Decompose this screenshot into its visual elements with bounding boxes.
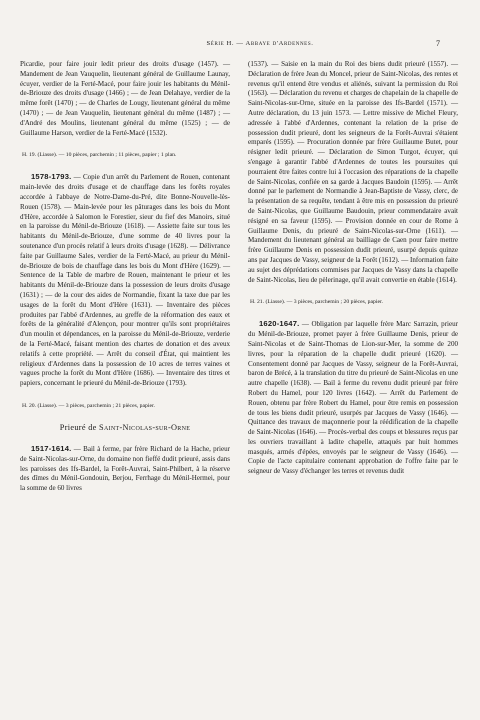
text-columns <box>20 60 458 494</box>
page-header <box>0 40 480 54</box>
entry-h20 <box>20 172 230 389</box>
entry-date: 1620-1647. <box>259 319 300 329</box>
entry-continuation: (1537). — Saisie en la main du Roi des biens dudit prieuré (1557). — Déclaration de frère Jean du Moncel, prieur de Saint-Nicolas, des rentes et revenus qu'il entend être vendus et aliénés, suivant la permission du Roi (1563). — Déclaration du revenu et charges de chapelain de la chapelle de Saint-Nicolas-sur-Orne, située en la paroisse des Ifs-Bardel (1571). — Autre déclaration, du 13 juin 1573. — Lettre missive de Michel Fleury, adressée à l'abbé d'Ardennes, contenant la relation de la prise de possession dudit prieuré, dont les seigneurs de la Forêt-Auvrai s'étaient emparés (1595). — Procuration donnée par frère Guillaume Butet, pour résigner ledit prieuré. — Déclaration de Simon Turgot, écuyer, qui s'engage à garantir l'abbé d'Ardennes de toutes les poursuites qui pourraient être faites contre lui à l'occasion des réparations de la chapelle de Saint-Nicolas, confiée en sa garde à Jacques Baudoin (1595). — Arrêt donné par le parlement de Normandie à Jean-Baptiste de Vassy, clerc, de la présentation de sa requête, tendant à être mis en possession du prieuré de Saint-Nicolas, que Guillaume Baudouin, prieur commendataire avait résigné en sa faveur (1595). — Provision donnée en cour de Rome à Guillaume Denis, du prieuré de Saint-Nicolas-sur-Orne (1611). — Mandement du lieutenant général au bailliage de Caen pour faire mettre frère Guillaume Denis en possession dudit prieuré, usurpé depuis quinze ans par Jacques de Vassy, seigneur de la Forêt (1612). — Information faite au sujet des déprédations commises par Jacques de Vassy dans la chapelle de Saint-Nicolas, lieu de pèlerinage, qu'il avait convertie en étable (1614). <box>248 60 458 284</box>
entry-text: — Obligation par laquelle frère Marc Sarrazin, prieur du Ménil-de-Briouze, promet payer à frère Guillaume Denis, prieur de Saint-Nicolas et de Saint-Thomas de Lion-sur-Mer, la somme de 200 livres, pour la réparation de la chapelle dudit prieuré (1620). — Consentement donné par Jacques de Vassy, seigneur de la Forêt-Auvrai, baron de Brécé, à la translation du titre du prieuré de Saint-Nicolas en une autre chapelle (1638). — Bail à ferme du revenu dudit prieuré par frère Robert du Hamel, pour 120 livres (1642). — Arrêt du Parlement de Rouen, obtenu par frère Robert du Hamel, pour être remis en possession de tous les biens dudit prieuré, usurpés par Jacques de Vassy (1646). — Quittance des travaux de maçonnerie pour la réédification de la chapelle de Saint-Nicolas (1646). — Procès-verbal des coups et blessures reçus par les ouvriers travaillant à ladite chapelle, attaqués par huit hommes masqués, armés d'épées, envoyés par le seigneur de Vassy (1646). — Copie de l'acte capitulaire contenant approbation de l'offre faite par le seigneur de Vassy d'échanger les terres et revenus dudit <box>248 320 458 476</box>
entry-text: — Bail à ferme, par frère Richard de la Hache, prieur de Saint-Nicolas-sur-Orne, du domaine non fieffé dudit prieuré, assis dans les paroisses des Ifs-Bardel, la Forêt-Auvrai, Saint-Philbert, à la réserve des dîmes du Ménil-Gondouin, Berjou, Ferrhage du Ménil-Hermei, pour la somme de 60 livres <box>20 444 230 493</box>
entry-text: — Copie d'un arrêt du Parlement de Rouen, contenant main-levée des droits d'usage et de chauffage dans les forêts royales accordée à l'abbaye de Notre-Dame-du-Pré, dite Bonne-Nouvelle-lès-Rouen (1578). — Main-levée pour les pâturages dans les bois du Mont d'Hère, accordée à Salomon le Forestier, sieur du fief des Manoirs, situé en la paroisse du Ménil-de-Briouze (1618). — Assiette faite sur tous les habitants du Ménil-de-Briouze, d'une somme de 40 livres pour la soutenance d'un procès relatif à leurs droits d'usage (1628). — Délivrance faite par Guillaume Sales, verdier de la Ferté-Macé, au prieur du Ménil-de-Briouze de bois de chauffage dans les bois du Mont d'Hère (1629). — Sentence de la Table de marbre de Rouen, maintenant le prieur et les habitants du Ménil-de-Briouze dans la possession de leurs droits d'usage (1631) ; — de la cour des aides de Normandie, fixant la taxe due par les usages de la forêt du Mont d'Hère (1631). — Inventaire des pièces produites par l'abbé d'Ardennes, au greffe de la réformation des eaux et forêts de la généralité d'Alençon, pour montrer qu'ils sont propriétaires d'un moulin et dépendances, en la paroisse du Ménil-de-Briouze, verderie de la Ferté-Macé, faisant mention des chartes de donation et des aveux relatifs à cette propriété. — Arrêt du conseil d'État, qui maintient les religieux d'Ardennes dans la possession de 10 acres de terres vaines et vagues proche la forêt du Mont d'Hère (1686). — Inventaire des titres et papiers, concernant le prieuré du Ménil-de-Briouze (1793). <box>20 173 230 388</box>
entry-meta-h21: H. 21. (Liasse). — 3 pièces, parchemin ; 20 pièces, papier. <box>250 299 383 306</box>
entry-date: 1517-1614. <box>31 443 72 453</box>
entry-h22 <box>248 319 458 477</box>
page-number: 7 <box>436 39 440 48</box>
left-column <box>20 60 230 494</box>
section-title <box>20 423 230 432</box>
entry-meta-h20: H. 20. (Liasse). — 3 pièces, parchemin ; 21 pièces, papier. <box>22 402 155 409</box>
section-title-prefix: Prieuré de <box>59 422 100 432</box>
right-column <box>248 60 458 494</box>
running-head: Série H. — Abbaye d'Ardennes. <box>206 40 314 47</box>
section-title-name: Saint-Nicolas-sur-Orne <box>99 422 191 432</box>
entry-continuation: Picardie, pour faire jouir ledit prieur des droits d'usage (1457). — Mandement de Jean Vauquelin, lieutenant général de Guillaume Launay, écuyer, verdier de la Ferté-Macé, pour faire jouir les habitants du Ménil-de-Briouze des droits d'usage (1466) ; — de Jean Delahaye, verdier de la même forêt (1470) ; — de Charles de Lougy, lieutenant général du même (1470) ; — de Jean Vauquelin, lieutenant général du même (1487) ; — d'André des Moulins, lieutenant général du même (1525) ; — de Guillaume Harson, verdier de la Ferté-Macé (1532). <box>20 60 230 137</box>
entry-meta-h19: H. 19. (Liasse). — 10 pièces, parchemin ; 11 pièces, papier ; 1 plan. <box>22 152 177 159</box>
entry-h21 <box>20 444 230 494</box>
entry-date: 1578-1793. <box>31 172 72 182</box>
